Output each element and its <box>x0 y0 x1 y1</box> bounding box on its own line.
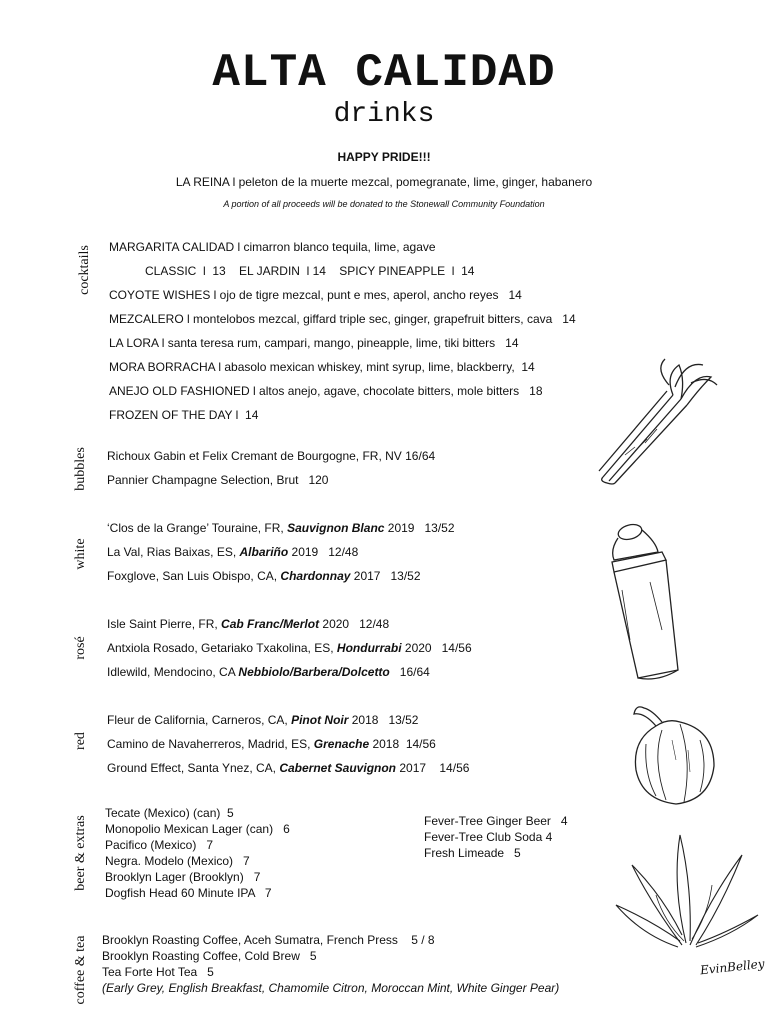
extras-item: Fresh Limeade 5 <box>424 846 521 860</box>
beer-item: Negra. Modelo (Mexico) 7 <box>105 854 250 868</box>
extras-item: Fever-Tree Club Soda 4 <box>424 830 553 844</box>
coffee-item: Brooklyn Roasting Coffee, Cold Brew 5 <box>102 949 317 963</box>
cocktail-item: ANEJO OLD FASHIONED l altos anejo, agave, chocolate bitters, mole bitters 18 <box>109 384 543 398</box>
section-label-red: red <box>73 732 88 750</box>
section-label-rose: rosé <box>73 636 88 660</box>
red-wine-item: Ground Effect, Santa Ynez, CA, Cabernet Sauvignon 2017 14/56 <box>107 761 470 775</box>
red-wine-item: Camino de Navaherreros, Madrid, ES, Grenache 2018 14/56 <box>107 737 436 751</box>
pepper-icon <box>622 700 722 810</box>
white-wine-item: Foxglove, San Luis Obispo, CA, Chardonnay 2017 13/52 <box>107 569 421 583</box>
section-label-bubbles: bubbles <box>73 447 88 491</box>
bubbles-item: Pannier Champagne Selection, Brut 120 <box>107 473 329 487</box>
cocktail-item: MORA BORRACHA l abasolo mexican whiskey, mint syrup, lime, blackberry, 14 <box>109 360 535 374</box>
cocktail-item: LA LORA l santa teresa rum, campari, mango, pineapple, lime, tiki bitters 14 <box>109 336 519 350</box>
special-note: A portion of all proceeds will be donated to the Stonewall Community Foundation <box>223 199 545 209</box>
beer-item: Pacifico (Mexico) 7 <box>105 838 214 852</box>
artist-signature: EvinBelley <box>699 956 766 978</box>
rose-wine-item: Idlewild, Mendocino, CA Nebbiolo/Barbera/Dolcetto 16/64 <box>107 665 430 679</box>
cocktail-item: COYOTE WISHES l ojo de tigre mezcal, punt e mes, aperol, ancho reyes 14 <box>109 288 522 302</box>
beer-item: Brooklyn Lager (Brooklyn) 7 <box>105 870 261 884</box>
white-wine-item: La Val, Rias Baixas, ES, Albariño 2019 12/48 <box>107 545 359 559</box>
section-label-beer: beer & extras <box>73 815 88 891</box>
special-cocktail: LA REINA l peleton de la muerte mezcal, pomegranate, lime, ginger, habanero <box>175 175 593 189</box>
celery-icon <box>595 355 725 485</box>
tea-flavors-note: (Early Grey, English Breakfast, Chamomile Citron, Moroccan Mint, White Ginger Pear) <box>102 981 560 995</box>
menu-title: ALTA CALIDAD <box>212 47 556 99</box>
red-wine-item: Fleur de California, Carneros, CA, Pinot Noir 2018 13/52 <box>107 713 419 727</box>
extras-item: Fever-Tree Ginger Beer 4 <box>424 814 568 828</box>
section-label-white: white <box>73 538 88 570</box>
beer-item: Tecate (Mexico) (can) 5 <box>105 806 234 820</box>
cocktail-item: MARGARITA CALIDAD l cimarron blanco tequila, lime, agave <box>109 240 436 254</box>
coffee-item: Brooklyn Roasting Coffee, Aceh Sumatra, French Press 5 / 8 <box>102 933 435 947</box>
cocktail-item: FROZEN OF THE DAY l 14 <box>109 408 259 422</box>
cocktail-item: CLASSIC l 13 EL JARDIN l 14 SPICY PINEAPPLE l 14 <box>145 264 475 278</box>
cocktail-item: MEZCALERO l montelobos mezcal, giffard triple sec, ginger, grapefruit bitters, cava 14 <box>109 312 576 326</box>
special-heading: HAPPY PRIDE!!! <box>337 150 431 164</box>
white-wine-item: ‘Clos de la Grange’ Touraine, FR, Sauvignon Blanc 2019 13/52 <box>107 521 455 535</box>
rose-wine-item: Antxiola Rosado, Getariako Txakolina, ES, Hondurrabi 2020 14/56 <box>107 641 472 655</box>
rose-wine-item: Isle Saint Pierre, FR, Cab Franc/Merlot 2020 12/48 <box>107 617 390 631</box>
bubbles-item: Richoux Gabin et Felix Cremant de Bourgogne, FR, NV 16/64 <box>107 449 436 463</box>
beer-item: Dogfish Head 60 Minute IPA 7 <box>105 886 272 900</box>
agave-icon <box>612 825 762 955</box>
section-label-cocktails: cocktails <box>77 245 92 295</box>
menu-subtitle: drinks <box>333 99 435 130</box>
coffee-item: Tea Forte Hot Tea 5 <box>102 965 214 979</box>
section-label-coffee: coffee & tea <box>73 935 88 1005</box>
beer-item: Monopolio Mexican Lager (can) 6 <box>105 822 290 836</box>
cocktail-shaker-icon <box>600 520 690 685</box>
